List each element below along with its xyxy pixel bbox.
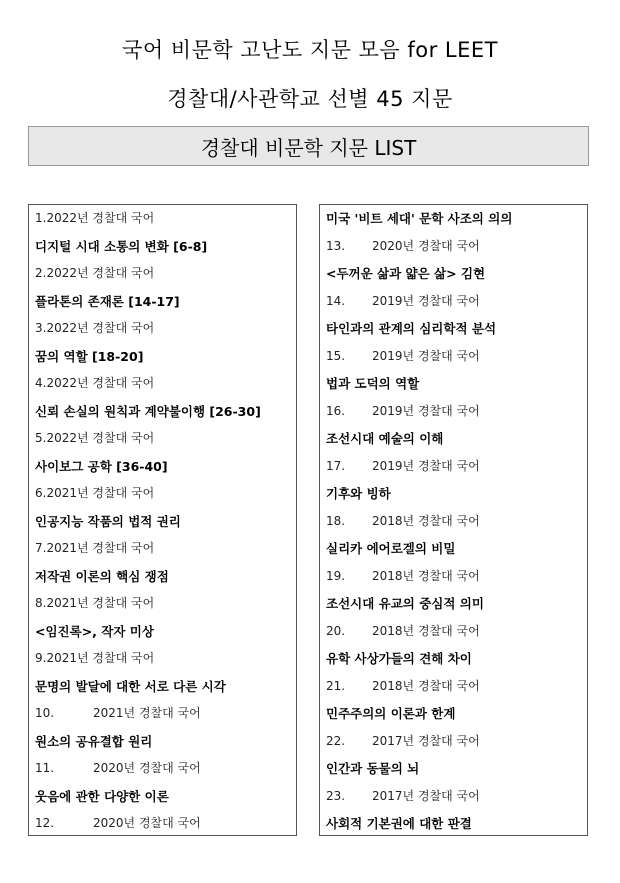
passage-source: 2022년 경찰대 국어 xyxy=(46,211,155,225)
left-passage-column xyxy=(28,204,297,836)
passage-topic: 법과 도덕의 역할 xyxy=(326,376,420,391)
passage-source: 2022년 경찰대 국어 xyxy=(46,376,155,390)
passage-source: 2019년 경찰대 국어 xyxy=(372,458,480,473)
passage-number: 20. xyxy=(326,623,346,638)
right-passage-column xyxy=(319,204,588,836)
passage-topic: 인간과 동물의 뇌 xyxy=(326,761,420,776)
passage-source: 2019년 경찰대 국어 xyxy=(372,348,480,363)
passage-source: 2018년 경찰대 국어 xyxy=(372,678,480,693)
passage-topic: 기후와 빙하 xyxy=(326,486,391,501)
passage-source-row xyxy=(320,398,587,426)
passage-source: 2021년 경찰대 국어 xyxy=(46,651,155,665)
passage-number: 16. xyxy=(326,403,346,418)
passage-source-row xyxy=(320,563,587,591)
passage-topic: 타인과의 관계의 심리학적 분석 xyxy=(326,321,497,336)
passage-topic: 인공지능 작품의 법적 권리 xyxy=(35,513,181,529)
list-banner-label: 경찰대 비문학 지문 LIST xyxy=(200,135,417,160)
passage-source: 2021년 경찰대 국어 xyxy=(46,486,155,500)
passage-source-row xyxy=(29,535,296,563)
passage-number: 10. xyxy=(35,706,55,720)
passage-topic: 저작권 이론의 핵심 쟁점 xyxy=(35,568,169,584)
passage-topic: 미국 '비트 세대' 문학 사조의 의의 xyxy=(326,211,513,226)
passage-number: 3. xyxy=(35,321,47,335)
passage-source-row xyxy=(29,645,296,673)
passage-source-row xyxy=(320,783,587,811)
passage-number: 13. xyxy=(326,238,346,253)
passage-number: 8. xyxy=(35,596,47,610)
passage-number: 18. xyxy=(326,513,346,528)
passage-number: 9. xyxy=(35,651,47,665)
passage-source: 2019년 경찰대 국어 xyxy=(372,403,480,418)
passage-source-row xyxy=(29,480,296,508)
passage-number: 2. xyxy=(35,266,47,280)
passage-source: 2018년 경찰대 국어 xyxy=(372,568,480,583)
passage-source-row xyxy=(29,810,296,838)
passage-source: 2017년 경찰대 국어 xyxy=(372,788,480,803)
passage-topic: 신뢰 손실의 원칙과 계약불이행 [26-30] xyxy=(35,403,261,419)
passage-source: 2021년 경찰대 국어 xyxy=(93,706,201,720)
passage-source: 2021년 경찰대 국어 xyxy=(46,596,155,610)
passage-source-row xyxy=(29,425,296,453)
passage-source: 2020년 경찰대 국어 xyxy=(93,816,201,830)
document-subtitle: 경찰대/사관학교 선별 45 지문 xyxy=(167,87,453,111)
passage-number: 1. xyxy=(35,211,47,225)
passage-topic: <임진록>, 작자 미상 xyxy=(35,623,154,639)
passage-source-row xyxy=(29,700,296,728)
passage-topic: 사회적 기본권에 대한 판결 xyxy=(326,816,472,831)
passage-source: 2021년 경찰대 국어 xyxy=(46,541,155,555)
passage-source: 2019년 경찰대 국어 xyxy=(372,293,480,308)
passage-source-row xyxy=(320,453,587,481)
passage-source-row xyxy=(320,233,587,261)
passage-number: 6. xyxy=(35,486,47,500)
passage-topic: 원소의 공유결합 원리 xyxy=(35,733,153,749)
passage-source-row xyxy=(29,205,296,233)
passage-number: 7. xyxy=(35,541,47,555)
passage-source-row xyxy=(320,343,587,371)
passage-source: 2020년 경찰대 국어 xyxy=(93,761,201,775)
passage-source-row xyxy=(29,315,296,343)
passage-source: 2017년 경찰대 국어 xyxy=(372,733,480,748)
passage-source: 2022년 경찰대 국어 xyxy=(46,321,155,335)
passage-topic: 민주주의의 이론과 한계 xyxy=(326,706,456,721)
list-banner xyxy=(28,126,589,166)
passage-topic: 웃음에 관한 다양한 이론 xyxy=(35,788,169,804)
passage-number: 4. xyxy=(35,376,47,390)
passage-source-row xyxy=(320,618,587,646)
passage-topic: 조선시대 유교의 중심적 의미 xyxy=(326,596,484,611)
passage-source-row xyxy=(320,508,587,536)
passage-source-row xyxy=(320,288,587,316)
passage-topic: 플라톤의 존재론 [14-17] xyxy=(35,293,180,309)
passage-topic: <두꺼운 삶과 얇은 삶> 김현 xyxy=(326,266,486,281)
passage-source: 2018년 경찰대 국어 xyxy=(372,513,480,528)
passage-topic: 실리카 에어로겔의 비밀 xyxy=(326,541,456,556)
document-title: 국어 비문학 고난도 지문 모음 for LEET xyxy=(122,38,498,62)
passage-source: 2022년 경찰대 국어 xyxy=(46,266,155,280)
passage-number: 12. xyxy=(35,816,55,830)
passage-number: 22. xyxy=(326,733,346,748)
passage-source-row xyxy=(29,755,296,783)
passage-number: 5. xyxy=(35,431,47,445)
passage-topic: 사이보그 공학 [36-40] xyxy=(35,458,168,474)
passage-source-row xyxy=(29,370,296,398)
passage-number: 21. xyxy=(326,678,346,693)
passage-source: 2022년 경찰대 국어 xyxy=(46,431,155,445)
passage-source: 2020년 경찰대 국어 xyxy=(372,238,480,253)
passage-topic: 문명의 발달에 대한 서로 다른 시각 xyxy=(35,678,226,694)
passage-number: 19. xyxy=(326,568,346,583)
passage-number: 17. xyxy=(326,458,346,473)
passage-number: 23. xyxy=(326,788,346,803)
passage-source-row xyxy=(320,728,587,756)
passage-source-row xyxy=(320,673,587,701)
passage-topic: 꿈의 역할 [18-20] xyxy=(35,348,144,364)
passage-source-row xyxy=(29,260,296,288)
passage-topic: 유학 사상가들의 견해 차이 xyxy=(326,651,472,666)
passage-source-row xyxy=(29,590,296,618)
passage-topic: 조선시대 예술의 이해 xyxy=(326,431,444,446)
passage-number: 15. xyxy=(326,348,346,363)
passage-number: 11. xyxy=(35,761,55,775)
passage-source: 2018년 경찰대 국어 xyxy=(372,623,480,638)
passage-topic: 디지털 시대 소통의 변화 [6-8] xyxy=(35,238,208,254)
passage-number: 14. xyxy=(326,293,346,308)
